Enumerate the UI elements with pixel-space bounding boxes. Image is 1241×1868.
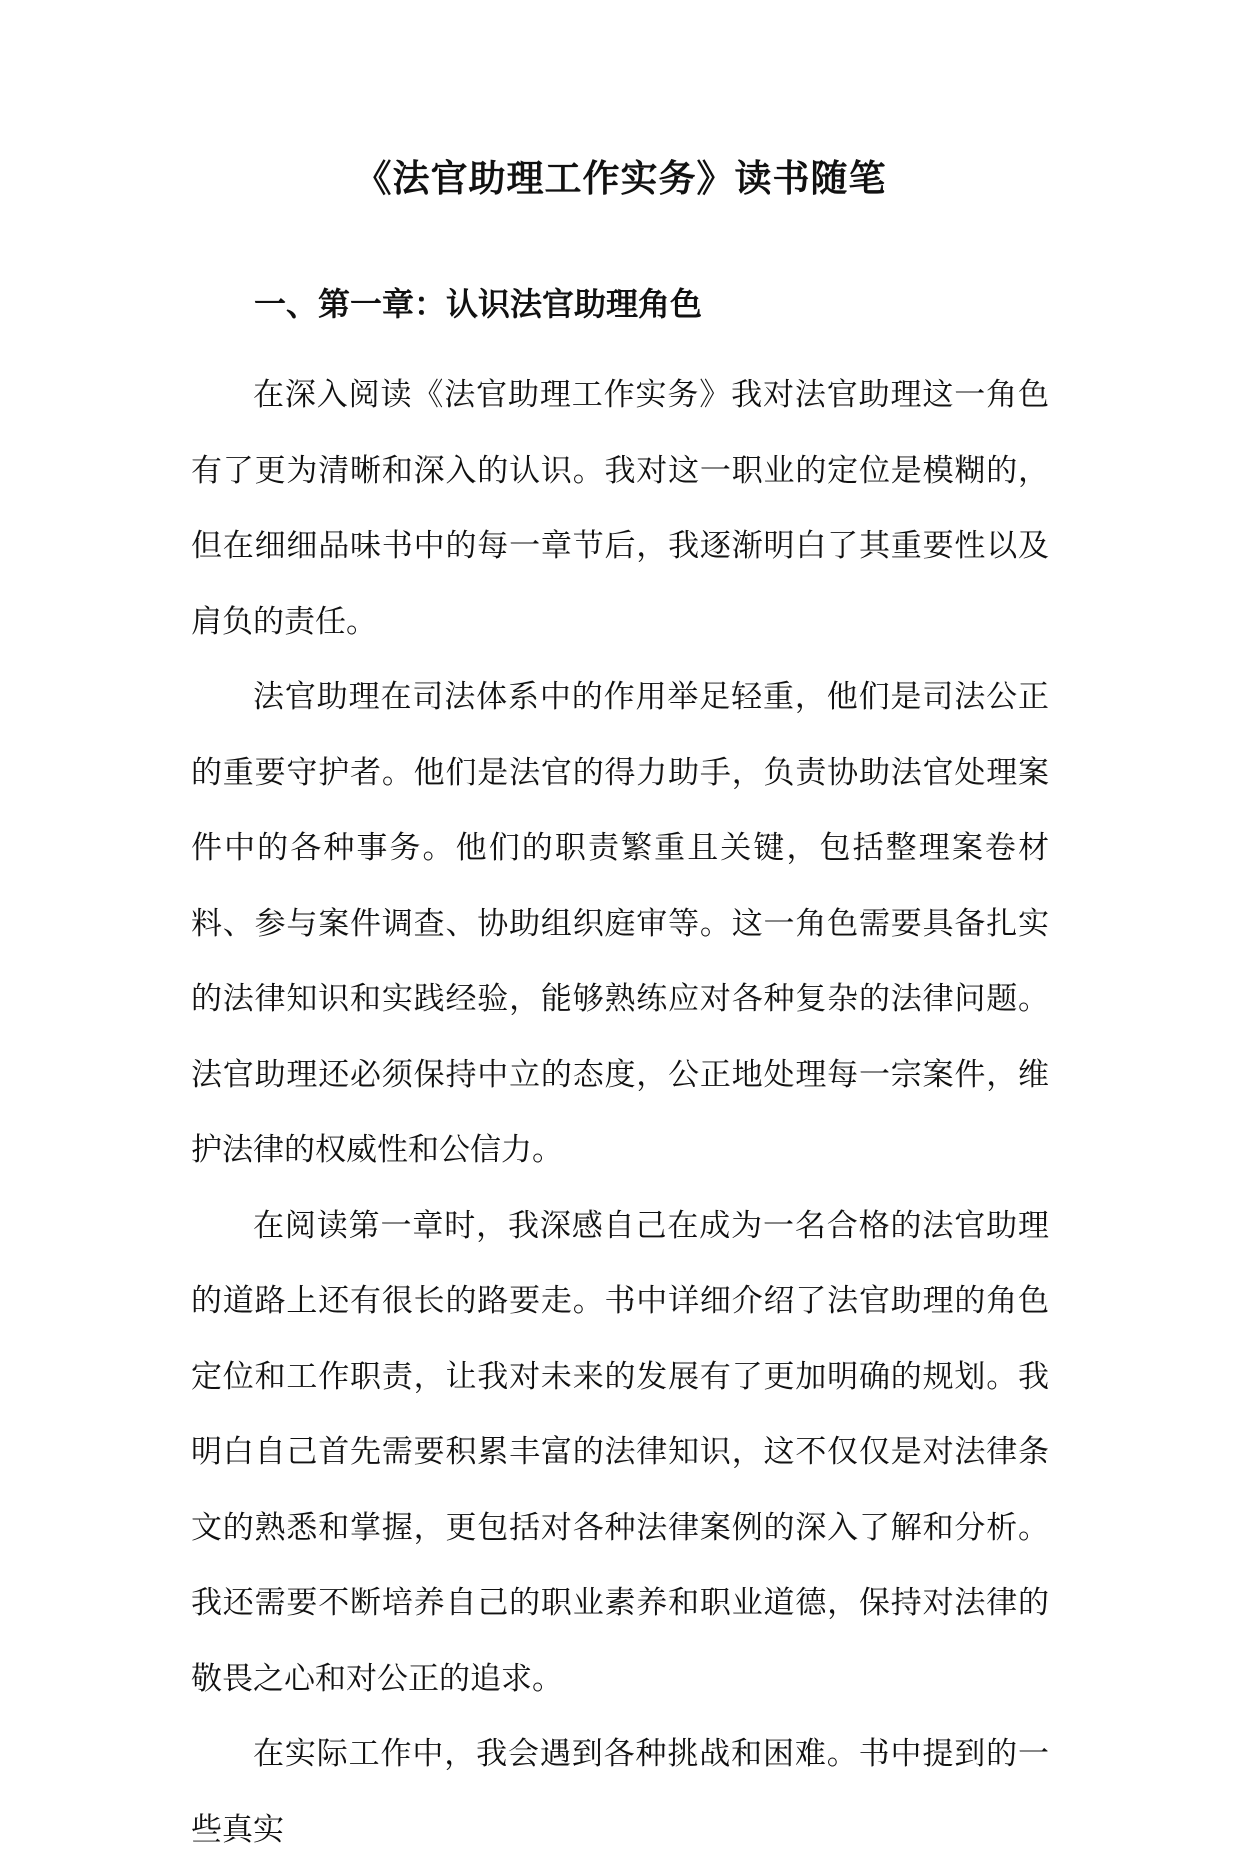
document-body (191, 358, 1049, 1868)
paragraph: 法官助理在司法体系中的作用举足轻重，他们是司法公正的重要守护者。他们是法官的得力助手，负责协助法官处理案件中的各种事务。他们的职责繁重且关键，包括整理案卷材料、参与案件调查、协助组织庭审等。这一角色需要具备扎实的法律知识和实践经验，能够熟练应对各种复杂的法律问题。法官助理还必须保持中立的态度，公正地处理每一宗案件，维护法律的权威性和公信力。 (191, 679, 1049, 1168)
paragraph: 在深入阅读《法官助理工作实务》我对法官助理这一角色有了更为清晰和深入的认识。我对这一职业的定位是模糊的，但在细细品味书中的每一章节后，我逐渐明白了其重要性以及肩负的责任。 (191, 377, 1049, 640)
paragraph: 在实际工作中，我会遇到各种挑战和困难。书中提到的一些真实 (191, 1736, 1049, 1848)
document-title: 《法官助理工作实务》读书随笔 (354, 156, 887, 200)
paragraph: 在阅读第一章时，我深感自己在成为一名合格的法官助理的道路上还有很长的路要走。书中详细介绍了法官助理的角色定位和工作职责，让我对未来的发展有了更加明确的规划。我明白自己首先需要积累丰富的法律知识，这不仅仅是对法律条文的熟悉和掌握，更包括对各种法律案例的深入了解和分析。我还需要不断培养自己的职业素养和职业道德，保持对法律的敬畏之心和对公正的追求。 (191, 1207, 1049, 1697)
section-heading: 一、第一章：认识法官助理角色 (254, 285, 703, 323)
